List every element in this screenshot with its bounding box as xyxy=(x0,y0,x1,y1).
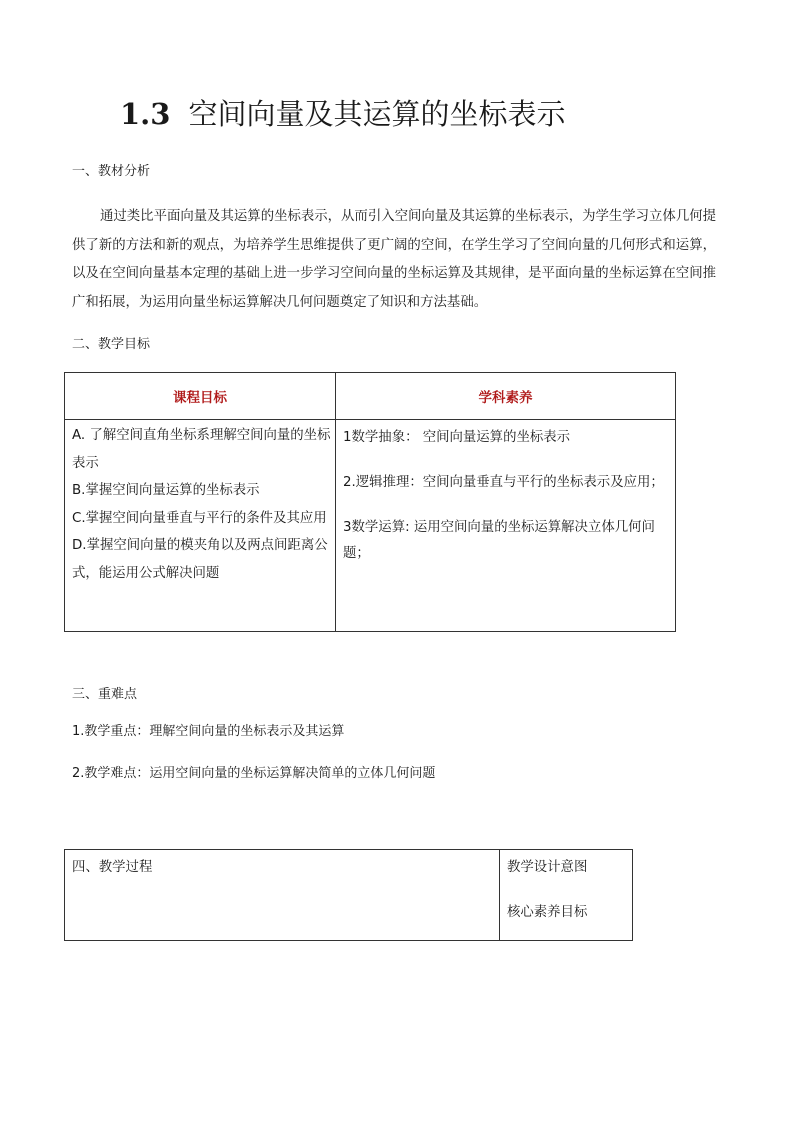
section-heading-key-difficult-points: 三、重难点 xyxy=(72,687,138,702)
textbook-analysis-paragraph: 通过类比平面向量及其运算的坐标表示，从而引入空间向量及其运算的坐标表示，为学生学习立体几何提供了新的方法和新的观点，为培养学生思维提供了更广阔的空间，在学生学习了空间向量的几何形式和运算，以及在空间向量基本定理的基础上进一步学习空间向量的坐标运算及其规律，是平面向量的坐标运算在空间推广和拓展，为运用向量坐标运算解决几何问题奠定了知识和方法基础。 xyxy=(72,209,716,310)
teaching-difficult-point: 2.教学难点：运用空间向量的坐标运算解决简单的立体几何问题 xyxy=(72,766,436,781)
subject-literacy-cell xyxy=(336,420,676,632)
design-intent-label: 教学设计意图 xyxy=(507,860,588,875)
table-row xyxy=(65,850,633,941)
table-header-row xyxy=(65,373,676,420)
section-heading-textbook-analysis: 一、教材分析 xyxy=(72,164,151,179)
course-goal-c: C.掌握空间向量垂直与平行的条件及其应用 xyxy=(72,510,327,526)
title-text: 空间向量及其运算的坐标表示 xyxy=(188,97,566,131)
teaching-goals-table xyxy=(64,372,676,632)
teaching-process-table xyxy=(64,849,633,941)
teaching-process-label: 四、教学过程 xyxy=(72,860,153,875)
course-goal-a: A. 了解空间直角坐标系理解空间向量的坐标表示 xyxy=(72,428,331,471)
table-row xyxy=(65,420,676,632)
literacy-item-computation: 3数学运算: 运用空间向量的坐标运算解决立体几何问题； xyxy=(343,520,655,561)
course-goal-d: D.掌握空间向量的模夹角以及两点间距离公式，能运用公式解决问题 xyxy=(72,538,328,581)
course-goals-cell xyxy=(65,420,336,632)
section-heading-teaching-goals: 二、教学目标 xyxy=(72,337,151,352)
course-goal-b: B.掌握空间向量运算的坐标表示 xyxy=(72,483,260,498)
header-subject-literacy: 学科素养 xyxy=(336,373,676,420)
literacy-item-abstraction: 1数学抽象： 空间向量运算的坐标表示 xyxy=(343,430,571,445)
title-number: 1.3 xyxy=(120,97,171,131)
literacy-item-reasoning: 2.逻辑推理：空间向量垂直与平行的坐标表示及应用； xyxy=(343,475,664,490)
document-title xyxy=(120,94,565,134)
core-literacy-goal-label: 核心素养目标 xyxy=(507,905,588,920)
teaching-process-cell xyxy=(65,850,500,941)
header-course-goals: 课程目标 xyxy=(65,373,336,420)
teaching-key-point: 1.教学重点：理解空间向量的坐标表示及其运算 xyxy=(72,724,345,739)
design-intent-cell xyxy=(500,850,633,941)
